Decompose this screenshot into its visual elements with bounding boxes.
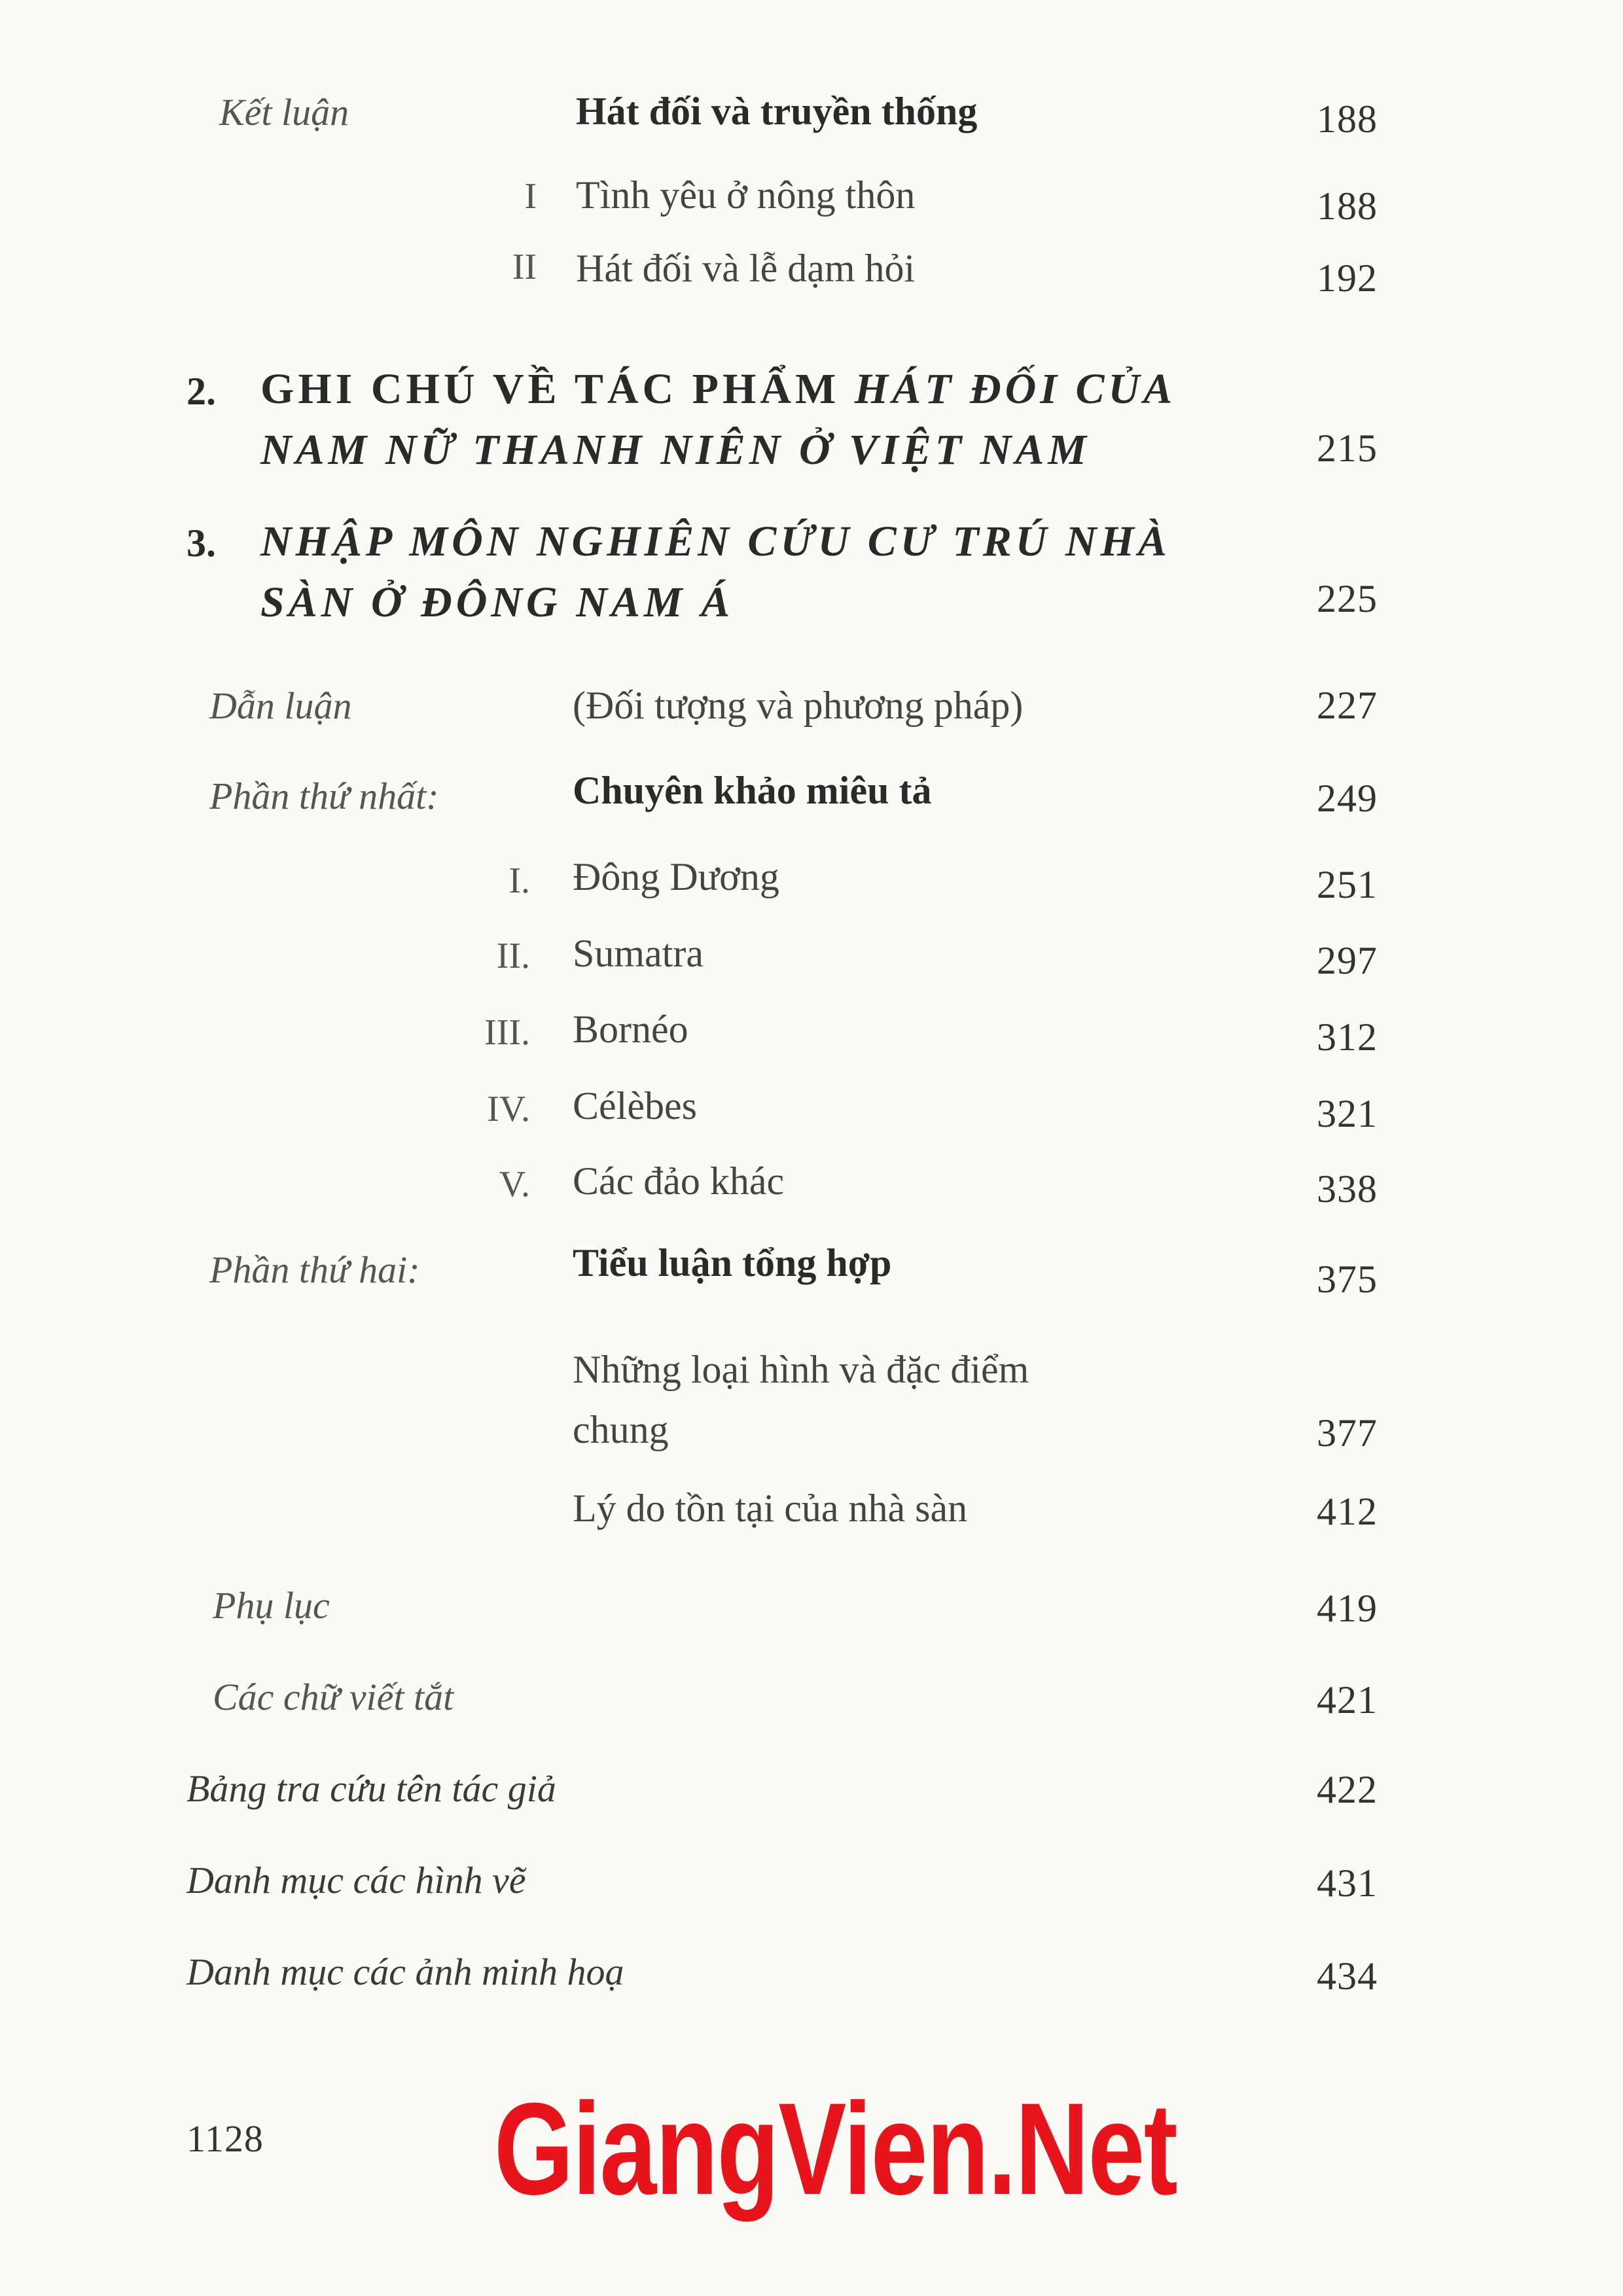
- entry-2-page: 215: [1317, 427, 1378, 470]
- page-number: 1128: [187, 2117, 264, 2160]
- part-1-item-page: 321: [1317, 1092, 1378, 1135]
- entry-3-title-line1: NHẬP MÔN NGHIÊN CỨU CƯ TRÚ NHÀ: [260, 518, 1171, 565]
- conclusion-page: 188: [1317, 97, 1378, 141]
- part-1-item-page: 251: [1317, 863, 1378, 906]
- figures-list-entry: Danh mục các hình vẽ: [187, 1859, 526, 1901]
- conclusion-item-text: Hát đối và lễ dạm hỏi: [576, 247, 916, 290]
- conclusion-title: Hát đối và truyền thống: [576, 90, 978, 133]
- figures-list-page: 431: [1317, 1862, 1378, 1905]
- photos-list-entry: Danh mục các ảnh minh hoạ: [187, 1951, 624, 1993]
- conclusion-item-text: Tình yêu ở nông thôn: [576, 173, 916, 217]
- part-1-item-numeral: V.: [499, 1164, 530, 1205]
- part-1-item-text: Bornéo: [573, 1008, 688, 1051]
- author-index-entry: Bảng tra cứu tên tác giả: [187, 1767, 556, 1810]
- part-1-item-text: Célèbes: [573, 1084, 697, 1127]
- entry-3-number: 3.: [187, 521, 216, 565]
- conclusion-item-numeral: II: [512, 247, 537, 287]
- part-2-title: Tiểu luận tổng hợp: [573, 1241, 892, 1284]
- part-1-item-text: Đông Dương: [573, 855, 779, 898]
- part-2-label: Phần thứ hai:: [209, 1248, 420, 1291]
- part-1-item-numeral: IV.: [487, 1089, 530, 1129]
- conclusion-item-page: 188: [1317, 185, 1378, 228]
- part-1-item-numeral: III.: [484, 1012, 530, 1053]
- appendix-page: 419: [1317, 1587, 1378, 1630]
- entry-2-title-plain: GHI CHÚ VỀ TÁC PHẨM: [260, 365, 840, 413]
- part-1-item-page: 338: [1317, 1167, 1378, 1210]
- entry-2-title-line1: [260, 365, 1177, 413]
- part-1-page: 249: [1317, 777, 1378, 820]
- conclusion-item-numeral: I: [524, 176, 537, 217]
- part-1-label: Phần thứ nhất:: [209, 775, 439, 817]
- photos-list-page: 434: [1317, 1954, 1378, 1998]
- part-2-item-page: 412: [1317, 1490, 1378, 1533]
- part-1-item-numeral: II.: [496, 936, 530, 976]
- appendix-entry: Phụ lục: [213, 1584, 330, 1627]
- part-1-item-text: Sumatra: [573, 932, 704, 975]
- intro-text: (Đối tượng và phương pháp): [573, 684, 1024, 727]
- part-2-page: 375: [1317, 1258, 1378, 1301]
- entry-3-page: 225: [1317, 577, 1378, 620]
- entry-3-title-line2: SÀN Ở ĐÔNG NAM Á: [260, 578, 734, 626]
- part-2-item-text: Những loại hình và đặc điểm: [573, 1348, 1029, 1391]
- abbreviations-page: 421: [1317, 1678, 1378, 1722]
- watermark-logo: GiangVien.Net: [494, 2076, 1177, 2222]
- intro-label: Dẫn luận: [209, 684, 352, 727]
- part-2-item-page: 377: [1317, 1411, 1378, 1455]
- part-1-title: Chuyên khảo miêu tả: [573, 769, 932, 812]
- part-1-item-numeral: I.: [508, 860, 530, 901]
- entry-2-title-italic: HÁT ĐỐI CỦA: [854, 365, 1177, 413]
- part-1-item-page: 312: [1317, 1016, 1378, 1059]
- abbreviations-entry: Các chữ viết tắt: [213, 1676, 454, 1718]
- intro-page: 227: [1317, 684, 1378, 727]
- part-1-item-page: 297: [1317, 939, 1378, 982]
- conclusion-label: Kết luận: [219, 91, 349, 133]
- author-index-page: 422: [1317, 1768, 1378, 1811]
- conclusion-item-page: 192: [1317, 256, 1378, 300]
- entry-2-number: 2.: [187, 370, 216, 413]
- part-2-item-text: Lý do tồn tại của nhà sàn: [573, 1487, 968, 1530]
- part-2-item-text-continued: chung: [573, 1408, 669, 1451]
- entry-2-title-line2: NAM NỮ THANH NIÊN Ở VIỆT NAM: [260, 426, 1090, 474]
- part-1-item-text: Các đảo khác: [573, 1159, 785, 1203]
